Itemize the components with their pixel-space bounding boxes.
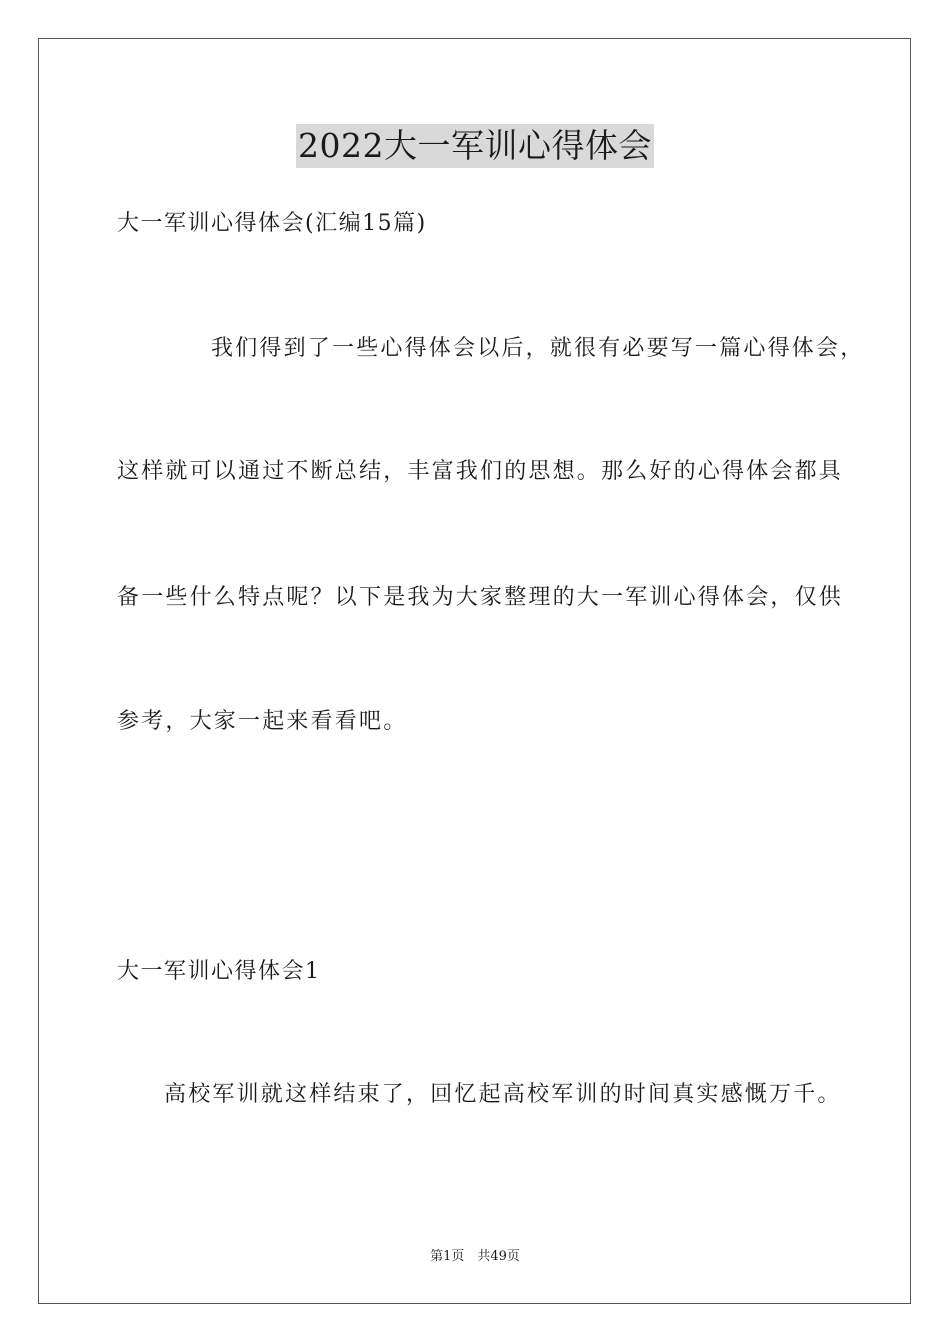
intro-line-2: 这样就可以通过不断总结，丰富我们的思想。那么好的心得体会都具 xyxy=(117,459,844,484)
intro-line-3: 备一些什么特点呢？以下是我为大家整理的大一军训心得体会，仅供 xyxy=(117,585,844,610)
page-footer: 第1页 共49页 xyxy=(430,1249,520,1264)
title-container xyxy=(0,124,950,168)
section-heading: 大一军训心得体会1 xyxy=(117,959,321,984)
section-paragraph-line-1: 高校军训就这样结束了，回忆起高校军训的时间真实感慨万千。 xyxy=(164,1082,842,1107)
intro-line-1: 我们得到了一些心得体会以后，就很有必要写一篇心得体会， xyxy=(211,336,865,361)
document-subtitle: 大一军训心得体会(汇编15篇) xyxy=(117,211,427,236)
document-title: 2022大一军训心得体会 xyxy=(296,124,654,168)
intro-line-4: 参考，大家一起来看看吧。 xyxy=(117,709,408,734)
